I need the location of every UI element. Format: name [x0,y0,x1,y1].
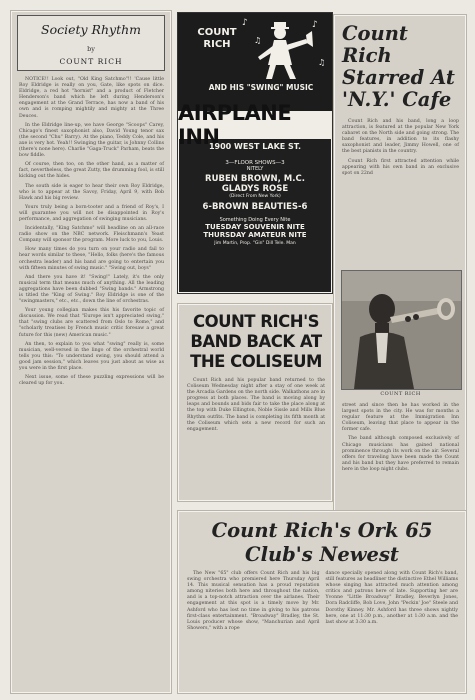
paragraph: The band although composed exclusively of Chicago musicians has gained national prominence through its work on the air. Several offers for traveling have been made the Count and his band but they have preferred to remain here in the loop night clubs. [342,436,459,472]
byline-author: COUNT RICH [59,57,123,66]
column-header [17,15,165,71]
venue-name: AIRPLANE INN [178,101,292,149]
performer-name: GLADYS ROSE [221,184,289,194]
svg-text:♪: ♪ [242,18,248,28]
tuesday-text: TUESDAY SOUVENIR NITE [205,223,305,231]
headline: COUNT RICH'S BAND BACK AT THE COLISEUM [190,312,322,371]
paragraph: An then, to explain to you what "swing" really is, some musician, well-versed in the lingo of the orchestral world tells you this: "To understand swing, you should attend a good jam session," which leaves you just about as wise as you were in the first place. [19,341,164,372]
musician-figure-icon [178,13,332,111]
ad-illustration-area [178,13,332,111]
column-body [11,71,171,387]
beauties-text: 6-BROWN BEAUTIES-6 [202,202,308,212]
performer-origin: (Direct From New York) [229,194,281,199]
paragraph: Incidentally, "King Satchmo" will headline on an all-race radio show on the NBC network. Fleischmann's Yeast Company will sponsor the program. More luck to you, Louis. [19,226,164,244]
svg-text:♫: ♫ [318,58,326,67]
paragraph: The New "65" club offers Count Rich and his big swing orchestra who premiered here Thursday April 14. This musical sensation has a proud reputation among niteries both here and throughout the nation, and is a top-notch attraction over the airlanes. Their engagement at this spot is a timely move by Mr. Ashford who has lost no time in giving to his patrons first-class entertainment. "Broadway" Bradley, the St. Louis producer whose show, "Manchurian and April Showers," with a rope [187,571,320,631]
svg-text:♪: ♪ [312,20,318,30]
paragraph: The south side is eager to hear their own Roy Eldridge, who is to appear at the Savoy, Friday, April 9, with Bob Hawk and his big review. [19,183,164,201]
thursday-text: THURSDAY AMATEUR NITE [203,231,307,239]
airplane-inn-advertisement [177,12,333,294]
paragraph: Yours truly being a born-tooter and a friend of Roy's, I will guarantee you will not be disappointed in Roy's performance, and aggregation of swinging musicians. [19,204,164,222]
coliseum-clipping [177,303,333,502]
svg-text:♫: ♫ [254,36,262,45]
ad-details [178,139,332,293]
byline-by: by [87,45,95,53]
musician-photo [341,270,462,390]
paragraph: And there you have it! "Swing!" Lately, it's the only musical term that means much of anything. All the leading aggregations have been dubbed "Swing bands." Armstrong is titled the "King of Swing." Roy Eldridge is one of the "swingmasters," etc., etc., down the line of orchestras. [19,274,164,305]
paragraph: Count Rich and his band, long a loop attraction, is featured at the popular New York cabaret on the North side and going strong. The band features, in addition to its flashy saxophonist and leader, Jimmy Howell, one of the best pianists in the country. [342,119,459,155]
article-body-top [334,111,466,177]
article-column-right [326,571,459,635]
paragraph: Count Rich first attracted attention while appearing with his own band in an exclusive spot on 22nd [342,158,459,176]
photo-caption: COUNT RICH [380,391,421,397]
paragraph: dance specially opened along with Count Rich's band, still features as headliner the distinctive Ethel Williams whose singing has attracted much attention among critics and patrons here of late. Supporting her are Yvonne "Little Broadway" Bradley, Beverlyn Jones, Dora Radcliffe, Bob Love, John "Peckin' Joe" Steele and Dorothy Kinney. Mr. Ashford has three shows nightly here, one at 11:30 p.m., another at 1:30 a.m. and the last show at 3:30 a.m. [325,571,458,625]
nightly-text: NITELY [246,166,264,172]
paragraph: Next issue, some of these puzzling expressions will be cleared up for you. [19,375,164,387]
proprietor-text: Jim Martin, Prop. "Gin" Dill Tele. Man [214,241,296,246]
ad-count-rich-label: COUNT RICH [197,27,237,50]
paragraph: In the Eldridge line-up, we have George "Scoops" Carey, Chicago's finest saxophonist also, David Young tenor sax (the second "Chu" Barry). At the piano, Teddy Cole, and his axe is very hot. Yeah!! Swinging the guitar, is Johnny Collins (there's none here). Charlie "Gaga-Truck" Parham, beats the bow fiddle. [19,122,164,159]
paragraph: Your young collegian makes this his favorite topic of discussion. We read that "Europe isn't appreciated swing," that "swing clubs are scattered from Oslo to Rome," and "scholarly treatises by French music critic foresaw a great future for this (new) American music." [19,308,164,338]
article-column-left [187,571,320,635]
starred-cafe-clipping [333,14,467,526]
column-title: Society Rhythm [41,22,141,37]
paragraph: street and since then he has worked in the largest spots in the city. He was for months a regular feature at the Immigration Inn Coliseum, leaving that place to appear in the former cafe. [342,403,459,433]
article-body [178,372,332,433]
paragraph: Count Rich and his popular band returned to the Coliseum Wednesday night after a stay of one week at the Arcadia Gardens on the north side. Walkathons are in progress at both places. The band is moving along by leaps and bounds and bids fair to take the place along at the top with Duke Ellington, Noble Sissle and Mills Blue Rhythm outfits. The band is completing its fifth month at the Coliseum which sets a new record for such an engagement. [187,378,325,432]
headline: Count Rich Starred At 'N.Y.' Cafe [342,22,455,111]
society-rhythm-clipping [10,10,172,694]
paragraph: NOTICE!! Look out, "Old King Satchmo"!! 'Cause little Roy Eldridge is really on you, Gate, like spots on dice. Eldridge, a red hot "hornist" and a product of Fletcher Henderson's band which he left during Henderson's engagement at the Grand Terrace, has now a band of his own and is romping mightily and mighty at the Three Deuces. [19,77,164,119]
ork-65-club-clipping [177,510,467,694]
article-columns [178,567,466,635]
paragraph: How many times do you turn on your radio and fail to hear words similar to these, "Hello, folks (here's the famous orchestra leader) and his band are going to entertain you with fifteen minutes of swing music." "Swing out, boys" [19,247,164,271]
headline: Count Rich's Ork 65 Club's Newest [211,519,433,566]
article-body-bottom [342,403,459,476]
trumpet-player-image [342,271,461,389]
venue-address: 1900 WEST LAKE ST. [208,142,302,151]
ad-swing-music-label: AND HIS "SWING" MUSIC [208,83,314,92]
nightly-events-text: Something Doing Every Nite [219,217,291,223]
mc-name: RUBEN BROWN, M.C. [205,174,305,184]
floor-shows-text: 3—FLOOR SHOWS—3 [225,160,285,166]
paragraph: Of course, then too, on the other hand, as a matter of fact, nevertheless, the great Zutty, the drumming fool, is still kicking out the hides. [19,162,164,180]
